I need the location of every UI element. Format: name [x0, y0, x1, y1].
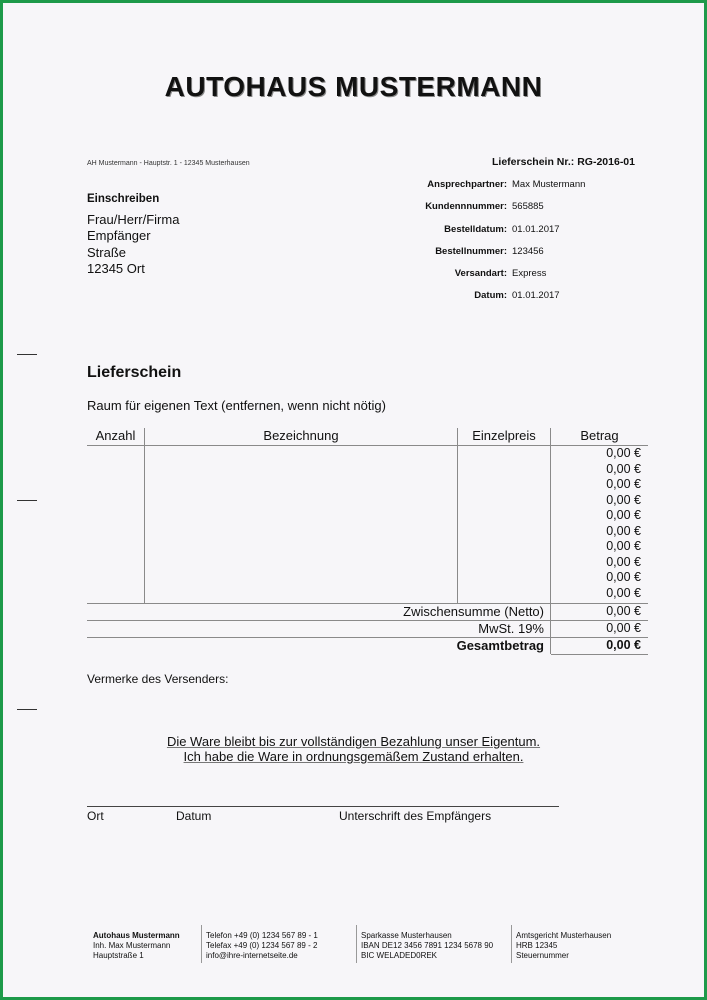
- info-value: 123456: [512, 246, 544, 257]
- footer-line: Steuernummer: [516, 951, 569, 960]
- footer-line: Hauptstraße 1: [93, 951, 144, 960]
- amount-cell: 0,00 €: [606, 493, 641, 507]
- fold-mark: [17, 354, 37, 355]
- column-divider: [457, 428, 458, 603]
- fold-mark: [17, 709, 37, 710]
- amount-cell: 0,00 €: [606, 524, 641, 538]
- date-label: Datum: [176, 809, 212, 823]
- footer-line: Amtsgericht Musterhausen: [516, 931, 612, 940]
- amount-cell: 0,00 €: [606, 462, 641, 476]
- total-value: 0,00 €: [606, 638, 641, 652]
- receipt-notice: [3, 749, 704, 764]
- amount-cell: 0,00 €: [606, 539, 641, 553]
- footer-registry: [516, 931, 611, 961]
- info-label: Versandart:: [454, 268, 507, 279]
- footer-company: [93, 931, 180, 961]
- amount-cell: 0,00 €: [606, 446, 641, 460]
- recipient-line: Frau/Herr/Firma: [87, 212, 180, 227]
- amount-cell: 0,00 €: [606, 508, 641, 522]
- vat-label: MwSt. 19%: [478, 621, 544, 636]
- footer-bank: [361, 931, 493, 961]
- recipient-line: 12345 Ort: [87, 260, 145, 276]
- footer-line: Inh. Max Mustermann: [93, 941, 171, 950]
- subtotal-label: Zwischensumme (Netto): [403, 604, 544, 619]
- info-value: Express: [512, 268, 547, 279]
- sender-address-line: AH Mustermann - Hauptstr. 1 - 12345 Musterhausen: [87, 160, 250, 167]
- signature-label: Unterschrift des Empfängers: [339, 809, 492, 823]
- footer-line: IBAN DE12 3456 7891 1234 5678 90: [361, 941, 494, 950]
- info-value: 01.01.2017: [512, 290, 560, 301]
- info-label: Ansprechpartner:: [427, 179, 507, 190]
- amount-cell: 0,00 €: [606, 477, 641, 491]
- company-name: AUTOHAUS MUSTERMANN: [164, 71, 543, 102]
- ownership-notice: [3, 734, 704, 749]
- footer-contact: [206, 931, 318, 961]
- info-value: Max Mustermann: [512, 179, 586, 190]
- subtotal-value: 0,00 €: [606, 604, 641, 618]
- info-value: 565885: [512, 201, 544, 212]
- info-value: 01.01.2017: [512, 224, 560, 235]
- footer-line: info@ihre-internetseite.de: [206, 951, 298, 960]
- signature-line: [87, 806, 559, 807]
- notice-line: Die Ware bleibt bis zur vollständigen Bezahlung unser Eigentum.: [166, 734, 541, 749]
- recipient-line: Straße: [87, 244, 127, 260]
- total-label: Gesamtbetrag: [456, 638, 544, 653]
- vat-value: 0,00 €: [606, 621, 641, 635]
- total-underline: [551, 654, 648, 655]
- footer-line: Telefon +49 (0) 1234 567 89 - 1: [206, 931, 318, 940]
- intro-text: Raum für eigenen Text (entfernen, wenn nicht nötig): [87, 398, 386, 413]
- column-header-amount: Betrag: [580, 428, 619, 443]
- recipient-line: Empfänger: [87, 228, 151, 244]
- place-label: Ort: [87, 809, 104, 823]
- amount-cell: 0,00 €: [606, 555, 641, 569]
- column-header-unit-price: Einzelpreis: [472, 428, 536, 443]
- info-label: Bestellnummer:: [435, 246, 507, 257]
- footer-line: Telefax +49 (0) 1234 567 89 - 2: [206, 941, 318, 950]
- amount-cell: 0,00 €: [606, 586, 641, 600]
- column-divider: [144, 428, 145, 603]
- footer-line: Autohaus Mustermann: [93, 931, 180, 940]
- delivery-note-number: Lieferschein Nr.: RG-2016-01: [492, 156, 635, 168]
- shipping-method: Einschreiben: [87, 193, 160, 205]
- info-label: Bestelldatum:: [444, 224, 507, 235]
- punch-mark: [17, 500, 37, 501]
- column-header-description: Bezeichnung: [263, 428, 339, 443]
- document-title: Lieferschein: [87, 364, 182, 381]
- sender-remarks-label: Vermerke des Versenders:: [87, 672, 229, 686]
- footer-line: Sparkasse Musterhausen: [361, 931, 452, 940]
- footer-line: HRB 12345: [516, 941, 558, 950]
- info-label: Kundennnummer:: [425, 201, 507, 212]
- info-label: Datum:: [474, 290, 507, 301]
- footer-separator: [201, 925, 202, 963]
- notice-line: Ich habe die Ware in ordnungsgemäßem Zustand erhalten.: [183, 749, 524, 764]
- amount-cell: 0,00 €: [606, 570, 641, 584]
- footer-line: BIC WELADED0REK: [361, 951, 438, 960]
- column-header-quantity: Anzahl: [95, 428, 136, 443]
- footer-separator: [356, 925, 357, 963]
- footer-separator: [511, 925, 512, 963]
